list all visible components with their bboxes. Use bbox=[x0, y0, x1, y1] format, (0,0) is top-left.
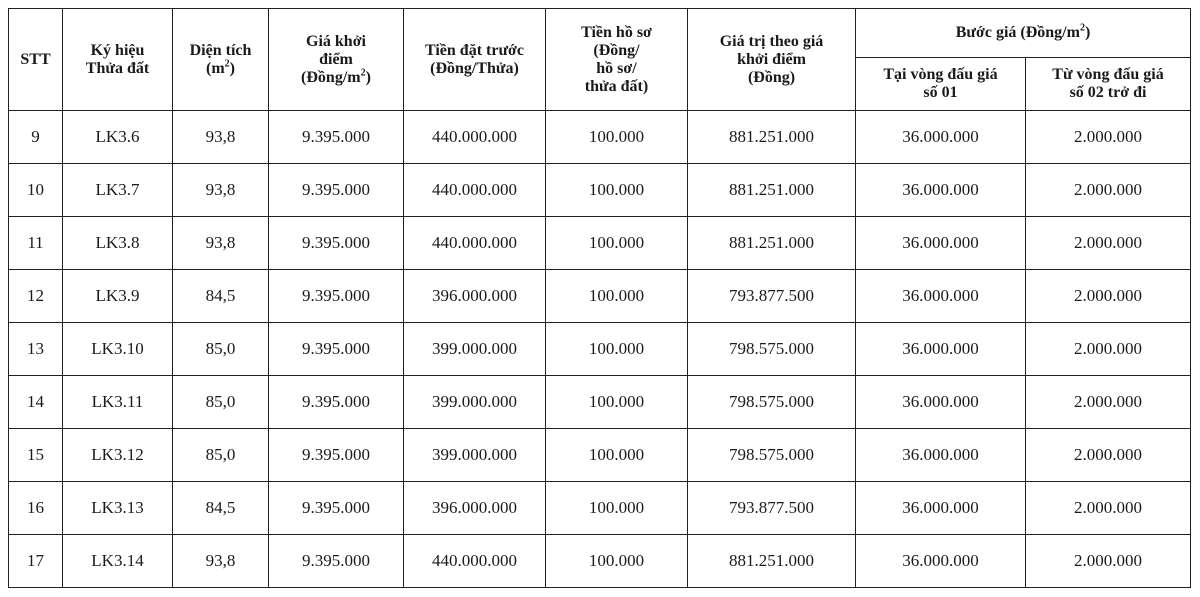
cell-gia-tri: 798.575.000 bbox=[688, 429, 856, 482]
header-ky-hieu: Ký hiệu Thửa đất bbox=[63, 9, 173, 111]
table-row bbox=[9, 270, 1191, 323]
table-header bbox=[9, 9, 1191, 111]
cell-ky-hieu: LK3.6 bbox=[63, 111, 173, 164]
cell-gia-tri: 793.877.500 bbox=[688, 270, 856, 323]
cell-stt: 13 bbox=[9, 323, 63, 376]
cell-gia-khoi-diem: 9.395.000 bbox=[269, 323, 404, 376]
cell-vong-02: 2.000.000 bbox=[1026, 217, 1191, 270]
cell-gia-khoi-diem: 9.395.000 bbox=[269, 164, 404, 217]
cell-vong-01: 36.000.000 bbox=[856, 323, 1026, 376]
cell-tien-ho-so: 100.000 bbox=[546, 323, 688, 376]
cell-vong-01: 36.000.000 bbox=[856, 217, 1026, 270]
cell-stt: 9 bbox=[9, 111, 63, 164]
cell-vong-02: 2.000.000 bbox=[1026, 376, 1191, 429]
cell-dien-tich: 85,0 bbox=[173, 323, 269, 376]
header-vong-01: Tại vòng đấu giá số 01 bbox=[856, 58, 1026, 111]
cell-dien-tich: 93,8 bbox=[173, 164, 269, 217]
cell-tien-dat-truoc: 396.000.000 bbox=[404, 482, 546, 535]
cell-tien-dat-truoc: 396.000.000 bbox=[404, 270, 546, 323]
table-row bbox=[9, 164, 1191, 217]
cell-vong-01: 36.000.000 bbox=[856, 535, 1026, 588]
cell-dien-tich: 93,8 bbox=[173, 111, 269, 164]
cell-dien-tich: 84,5 bbox=[173, 270, 269, 323]
table-row bbox=[9, 429, 1191, 482]
cell-ky-hieu: LK3.13 bbox=[63, 482, 173, 535]
cell-tien-ho-so: 100.000 bbox=[546, 270, 688, 323]
cell-dien-tich: 93,8 bbox=[173, 535, 269, 588]
cell-ky-hieu: LK3.9 bbox=[63, 270, 173, 323]
cell-vong-02: 2.000.000 bbox=[1026, 164, 1191, 217]
cell-ky-hieu: LK3.7 bbox=[63, 164, 173, 217]
cell-ky-hieu: LK3.8 bbox=[63, 217, 173, 270]
cell-gia-tri: 798.575.000 bbox=[688, 323, 856, 376]
cell-vong-01: 36.000.000 bbox=[856, 111, 1026, 164]
cell-vong-01: 36.000.000 bbox=[856, 164, 1026, 217]
cell-vong-02: 2.000.000 bbox=[1026, 270, 1191, 323]
table-row bbox=[9, 111, 1191, 164]
header-gia-tri: Giá trị theo giá khởi điểm (Đồng) bbox=[688, 9, 856, 111]
table-row bbox=[9, 217, 1191, 270]
cell-vong-02: 2.000.000 bbox=[1026, 429, 1191, 482]
header-gia-khoi-diem: Giá khởi điểm $(Đồng/m^2)$ bbox=[269, 9, 404, 111]
table-row bbox=[9, 482, 1191, 535]
cell-ky-hieu: LK3.11 bbox=[63, 376, 173, 429]
header-tien-dat-truoc: Tiền đặt trước (Đồng/Thửa) bbox=[404, 9, 546, 111]
cell-gia-tri: 881.251.000 bbox=[688, 535, 856, 588]
cell-gia-khoi-diem: 9.395.000 bbox=[269, 376, 404, 429]
cell-tien-dat-truoc: 399.000.000 bbox=[404, 429, 546, 482]
header-stt: STT bbox=[9, 9, 63, 111]
cell-vong-01: 36.000.000 bbox=[856, 270, 1026, 323]
cell-gia-tri: 881.251.000 bbox=[688, 217, 856, 270]
header-vong-02: Từ vòng đấu giá số 02 trở đi bbox=[1026, 58, 1191, 111]
cell-ky-hieu: LK3.10 bbox=[63, 323, 173, 376]
table-row bbox=[9, 376, 1191, 429]
cell-tien-dat-truoc: 440.000.000 bbox=[404, 164, 546, 217]
cell-tien-ho-so: 100.000 bbox=[546, 376, 688, 429]
cell-tien-ho-so: 100.000 bbox=[546, 217, 688, 270]
cell-tien-ho-so: 100.000 bbox=[546, 482, 688, 535]
land-auction-table bbox=[8, 8, 1191, 588]
cell-stt: 15 bbox=[9, 429, 63, 482]
cell-tien-ho-so: 100.000 bbox=[546, 111, 688, 164]
cell-vong-01: 36.000.000 bbox=[856, 482, 1026, 535]
cell-ky-hieu: LK3.14 bbox=[63, 535, 173, 588]
cell-gia-khoi-diem: 9.395.000 bbox=[269, 429, 404, 482]
cell-stt: 16 bbox=[9, 482, 63, 535]
cell-stt: 12 bbox=[9, 270, 63, 323]
cell-dien-tich: 85,0 bbox=[173, 376, 269, 429]
header-tien-ho-so: Tiền hồ sơ (Đồng/ hồ sơ/ thửa đất) bbox=[546, 9, 688, 111]
cell-vong-02: 2.000.000 bbox=[1026, 111, 1191, 164]
cell-tien-dat-truoc: 399.000.000 bbox=[404, 376, 546, 429]
cell-stt: 17 bbox=[9, 535, 63, 588]
table-row bbox=[9, 535, 1191, 588]
cell-gia-khoi-diem: 9.395.000 bbox=[269, 270, 404, 323]
cell-stt: 11 bbox=[9, 217, 63, 270]
cell-vong-01: 36.000.000 bbox=[856, 429, 1026, 482]
cell-dien-tich: 93,8 bbox=[173, 217, 269, 270]
cell-gia-khoi-diem: 9.395.000 bbox=[269, 217, 404, 270]
cell-tien-dat-truoc: 399.000.000 bbox=[404, 323, 546, 376]
cell-tien-ho-so: 100.000 bbox=[546, 429, 688, 482]
cell-vong-02: 2.000.000 bbox=[1026, 535, 1191, 588]
cell-tien-dat-truoc: 440.000.000 bbox=[404, 217, 546, 270]
cell-vong-02: 2.000.000 bbox=[1026, 323, 1191, 376]
cell-gia-tri: 881.251.000 bbox=[688, 111, 856, 164]
cell-stt: 10 bbox=[9, 164, 63, 217]
header-dien-tich: Diện tích $(m^2)$ bbox=[173, 9, 269, 111]
cell-tien-ho-so: 100.000 bbox=[546, 535, 688, 588]
cell-vong-02: 2.000.000 bbox=[1026, 482, 1191, 535]
cell-ky-hieu: LK3.12 bbox=[63, 429, 173, 482]
cell-vong-01: 36.000.000 bbox=[856, 376, 1026, 429]
cell-dien-tich: 84,5 bbox=[173, 482, 269, 535]
table-row bbox=[9, 323, 1191, 376]
table-body bbox=[9, 111, 1191, 588]
cell-gia-khoi-diem: 9.395.000 bbox=[269, 535, 404, 588]
cell-stt: 14 bbox=[9, 376, 63, 429]
cell-gia-tri: 881.251.000 bbox=[688, 164, 856, 217]
cell-gia-tri: 798.575.000 bbox=[688, 376, 856, 429]
cell-tien-dat-truoc: 440.000.000 bbox=[404, 111, 546, 164]
cell-dien-tich: 85,0 bbox=[173, 429, 269, 482]
cell-tien-ho-so: 100.000 bbox=[546, 164, 688, 217]
cell-gia-tri: 793.877.500 bbox=[688, 482, 856, 535]
header-buoc-gia: Bước giá $(Đồng/m^2)$ bbox=[856, 9, 1191, 58]
cell-gia-khoi-diem: 9.395.000 bbox=[269, 111, 404, 164]
cell-tien-dat-truoc: 440.000.000 bbox=[404, 535, 546, 588]
cell-gia-khoi-diem: 9.395.000 bbox=[269, 482, 404, 535]
